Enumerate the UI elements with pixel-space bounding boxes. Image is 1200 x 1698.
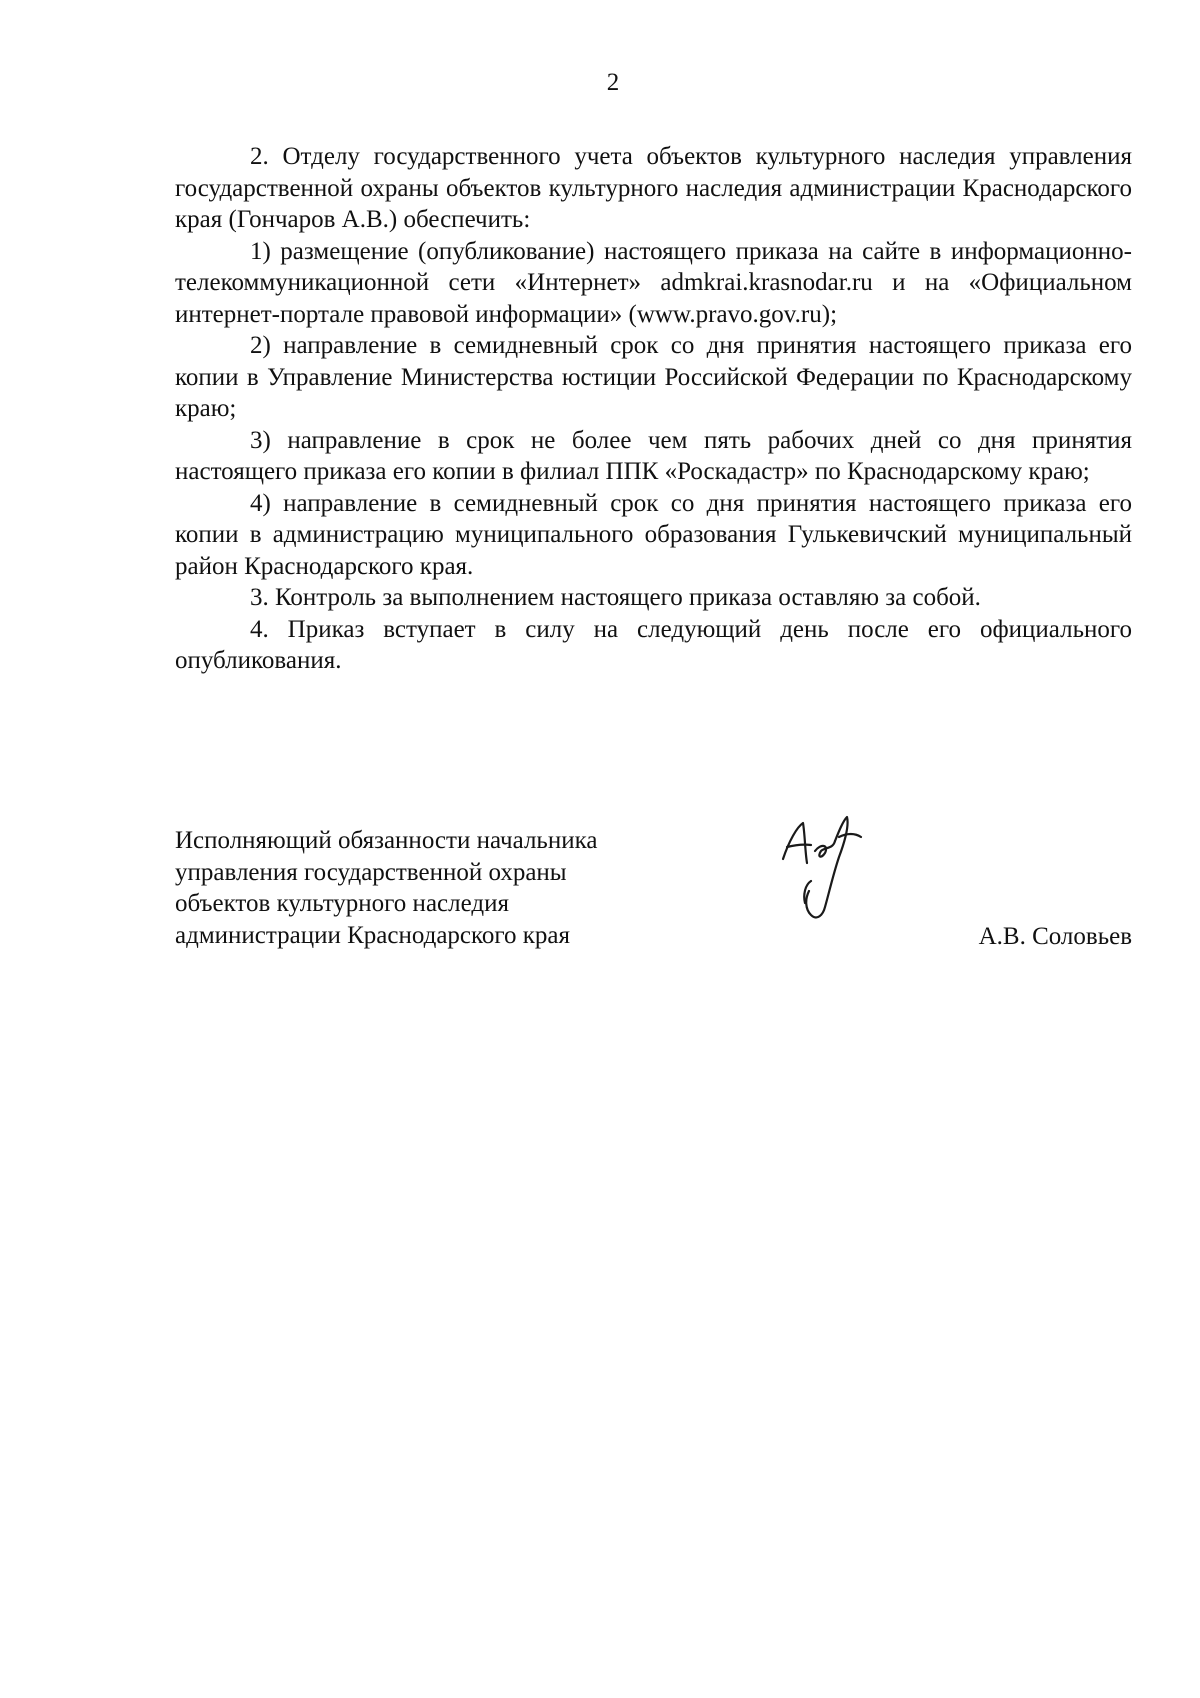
subparagraph-4-municipal-administration: 4) направление в семидневный срок со дня принятия настоящего приказа его копии в администрацию муниципального образования Гулькевичский муниципальный район Краснодарского края. [175,489,1132,580]
paragraph-item-4-entry-into-force: 4. Приказ вступает в силу на следующий день после его официального опубликования. [175,615,1132,674]
subparagraph-3-roskadastr: 3) направление в срок не более чем пять рабочих дней со дня принятия настоящего приказа его копии в филиал ППК «Роскадастр» по Краснодарскому краю; [175,426,1132,485]
signer-position-line: администрации Краснодарского края [175,921,571,949]
signer-position-line: объектов культурного наследия [175,890,509,917]
document-body [175,141,1132,677]
signer-position-line: управления государственной охраны [175,858,567,886]
page-number: 2 [606,69,620,96]
signer-position-line: Исполняющий обязанности начальника [175,827,598,854]
handwritten-signature [775,811,885,941]
signer-name: А.В. Соловьев [978,923,1132,950]
subparagraph-2-ministry-justice: 2) направление в семидневный срок со дня принятия настоящего приказа его копии в Управление Министерства юстиции Российской Федерации по Краснодарскому краю; [175,332,1132,422]
signature-block [175,825,1132,975]
signer-position [175,825,597,951]
paragraph-item-2: 2. Отделу государственного учета объектов культурного наследия управления государственной охраны объектов культурного наследия администрации Краснодарского края (Гончаров А.В.) обеспечить: [175,143,1132,233]
paragraph-item-3-control: 3. Контроль за выполнением настоящего приказа оставляю за собой. [250,584,981,611]
subparagraph-1-publication: 1) размещение (опубликование) настоящего приказа на сайте в информационно-телекоммуникационной сети «Интернет» admkrai.krasnodar.ru и на «Официальном интернет-портале правовой информации» (www.pravo.gov.ru); [175,237,1132,328]
